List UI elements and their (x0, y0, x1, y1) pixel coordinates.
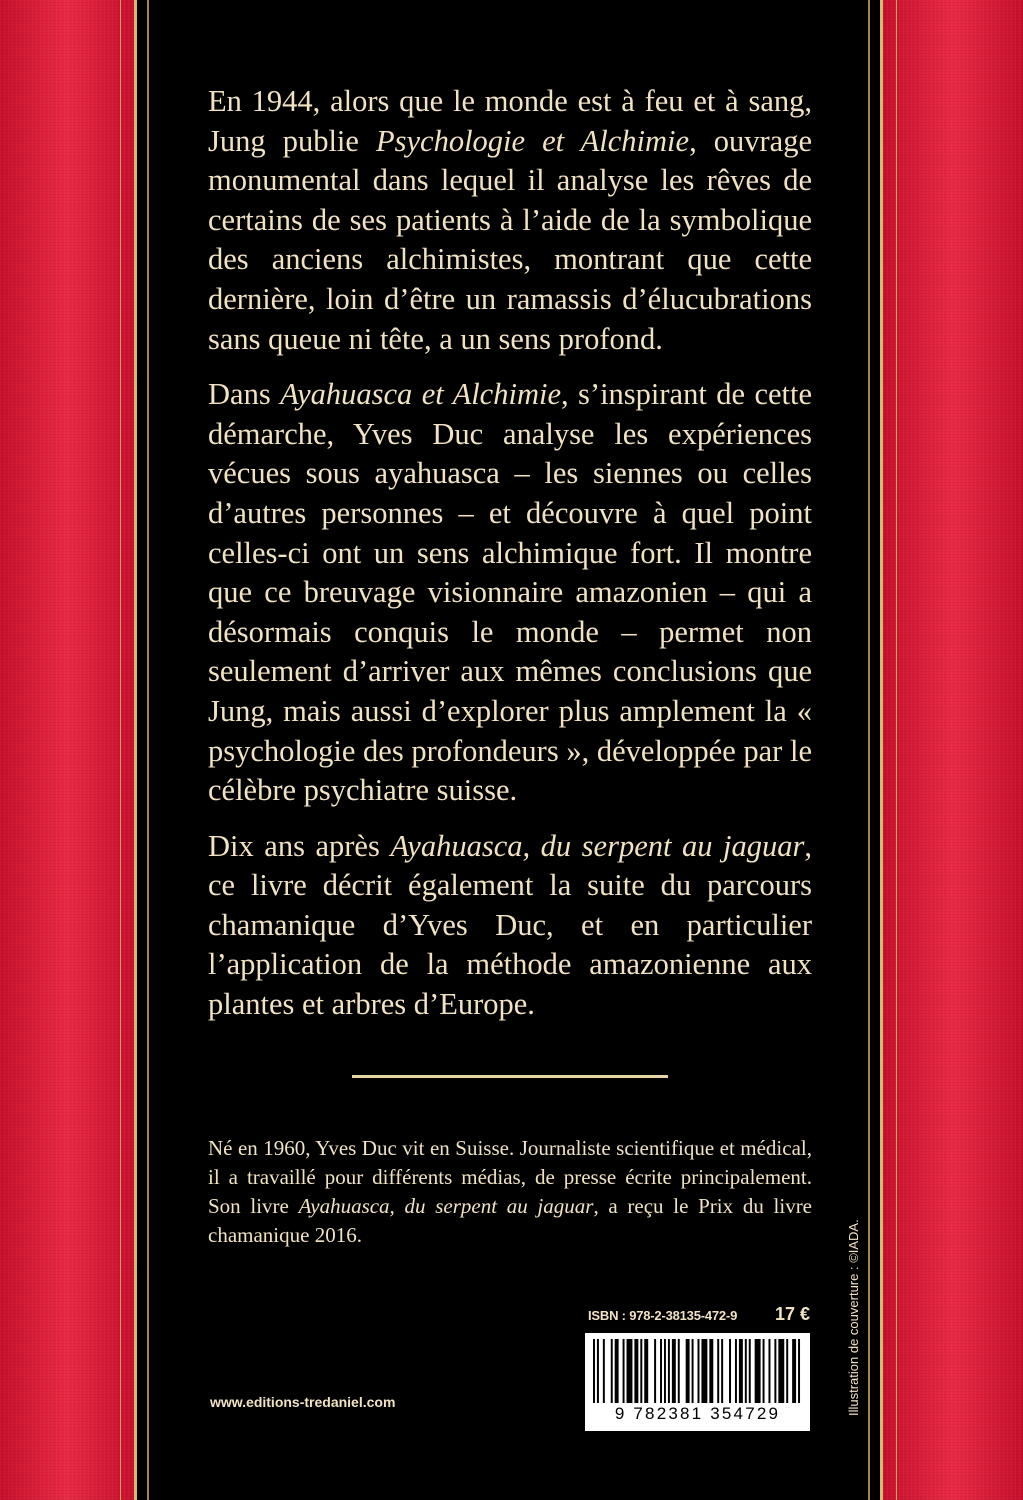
barcode-bar (698, 1339, 700, 1403)
isbn-price-row (588, 1304, 810, 1332)
barcode-bar (749, 1339, 751, 1403)
barcode-bar (739, 1339, 743, 1403)
barcode-bar (745, 1339, 747, 1403)
barcode-bar (786, 1339, 788, 1403)
barcode-bar (709, 1339, 713, 1403)
barcode-bar (768, 1339, 770, 1403)
barcode-bar (678, 1339, 680, 1403)
barcode-bar (654, 1339, 656, 1403)
barcode-bar (615, 1339, 619, 1403)
summary-text (208, 82, 812, 1041)
divider-rule (352, 1075, 668, 1078)
barcode-bar (644, 1339, 648, 1403)
barcode-bar (774, 1339, 776, 1403)
summary-paragraph: Dix ans après Ayahuasca, du serpent au jaguar, ce livre décrit également la suite du parcours chamanique d’Yves Duc, et en particulier l’application de la méthode amazonienne aux plantes et arbres d’Europe. (208, 828, 812, 1022)
title-italic: Psychologie et Alchimie (376, 123, 690, 158)
barcode-bar (623, 1339, 625, 1403)
barcode-bar (755, 1339, 761, 1403)
barcode-bar (729, 1339, 731, 1403)
title-italic: Ayahuasca, du serpent au jaguar (390, 828, 805, 863)
isbn-label: ISBN : 978-2-38135-472-9 (588, 1308, 738, 1323)
barcode-bar (792, 1339, 796, 1403)
title-italic: Ayahuasca, du serpent au jaguar (298, 1194, 594, 1218)
summary-paragraph: Dans Ayahuasca et Alchimie, s’inspirant de cette démarche, Yves Duc analyse les expériences vécues sous ayahuasca – les siennes ou celles d’autres personnes – et découvre à quel point celles-ci ont un sens alchimique fort. Il montre que ce breuvage visionnaire amazonien – qui a désormais conquis le monde – permet non seulement d’arriver aux mêmes conclusions que Jung, mais aussi d’explorer plus amplement la « psychologie des profondeurs », développée par le célèbre psychiatre suisse. (208, 377, 812, 808)
barcode-bar (686, 1339, 690, 1403)
barcode-bar (763, 1339, 765, 1403)
barcode-bar (611, 1339, 613, 1403)
barcode-bar (664, 1339, 666, 1403)
barcode-bar (735, 1339, 737, 1403)
barcode-bar (672, 1339, 676, 1403)
barcode-bar (692, 1339, 694, 1403)
barcode-bar (593, 1339, 595, 1403)
barcode-bar (597, 1339, 599, 1403)
barcode-bar (668, 1339, 670, 1403)
right-gold-rule (896, 0, 897, 1500)
barcode-bar (717, 1339, 719, 1403)
summary-paragraph: En 1944, alors que le monde est à feu et à sang, Jung publie Psychologie et Alchimie, ouvrage monumental dans lequel il analyse les rêves de certains de ses patients à l’aide de la symbolique des anciens alchimistes, montrant que cette dernière, loin d’être un ramassis d’élucubrations sans queue ni tête, a un sens profond. (208, 84, 812, 356)
cover-credit: Illustration de couverture : ©IADA. (846, 1219, 861, 1416)
barcode-bar (660, 1339, 662, 1403)
barcode-bar (721, 1339, 723, 1403)
barcode-digits: 9 782381 354729 (614, 1404, 781, 1423)
barcode-bar (778, 1339, 784, 1403)
barcode-bar (627, 1339, 633, 1403)
left-red-border (0, 0, 134, 1500)
barcode-bar (634, 1339, 638, 1403)
barcode-bars (593, 1339, 802, 1403)
author-bio (208, 1134, 812, 1250)
barcode-bar (798, 1339, 800, 1403)
left-gold-rule (120, 0, 121, 1500)
title-italic: Ayahuasca et Alchimie (280, 377, 561, 412)
right-red-border (883, 0, 1023, 1500)
barcode-bar (701, 1339, 707, 1403)
publisher-website: www.editions-tredaniel.com (210, 1394, 396, 1410)
price-label: 17 € (774, 1304, 810, 1324)
barcode-bar (603, 1339, 605, 1403)
barcode-bar (640, 1339, 642, 1403)
author-bio-paragraph: Né en 1960, Yves Duc vit en Suisse. Journaliste scientifique et médical, il a travaillé pour différents médias, de presse écrite principalement. Son livre Ayahuasca, du serpent au jaguar, a reçu le Prix du livre chamanique 2016. (208, 1136, 813, 1247)
barcode (585, 1333, 810, 1431)
